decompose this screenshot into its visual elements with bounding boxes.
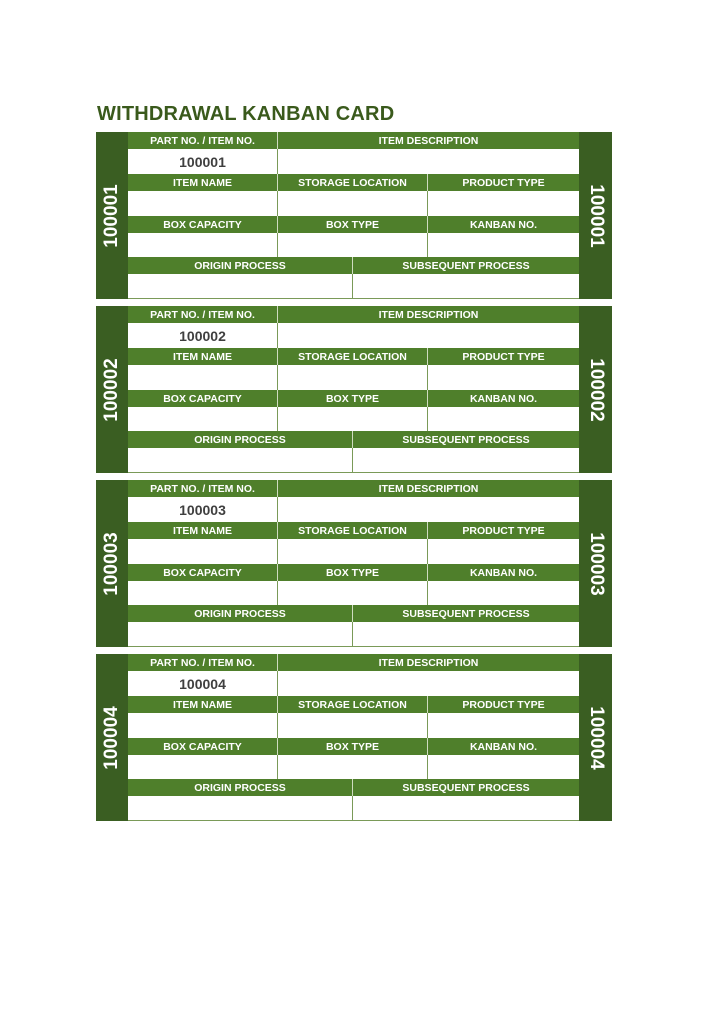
box-capacity-label: BOX CAPACITY — [128, 216, 278, 233]
box-type-field[interactable] — [278, 755, 428, 779]
header-row — [128, 306, 579, 323]
value-row — [128, 448, 579, 472]
header-row — [128, 654, 579, 671]
box-capacity-field[interactable] — [128, 233, 278, 257]
kanban-no-label: KANBAN NO. — [469, 740, 538, 753]
card-grid — [128, 480, 579, 647]
item-description-field[interactable] — [278, 149, 579, 174]
header-row — [128, 390, 579, 407]
box-capacity-field[interactable] — [128, 407, 278, 431]
box-capacity-label: BOX CAPACITY — [128, 564, 278, 581]
product-type-label: PRODUCT TYPE — [462, 698, 545, 711]
subsequent-process-label: SUBSEQUENT PROCESS — [402, 433, 530, 446]
origin-process-field[interactable] — [128, 796, 353, 820]
part-no-value[interactable]: 100002 — [128, 323, 278, 348]
origin-process-label: ORIGIN PROCESS — [128, 431, 353, 448]
storage-location-label: STORAGE LOCATION — [278, 522, 428, 539]
box-capacity-field[interactable] — [128, 755, 278, 779]
box-type-field[interactable] — [278, 233, 428, 257]
card-grid — [128, 132, 579, 299]
subsequent-process-field[interactable] — [353, 622, 579, 646]
subsequent-process-field[interactable] — [353, 448, 579, 472]
box-type-label: BOX TYPE — [278, 738, 428, 755]
card-grid — [128, 306, 579, 473]
item-name-field[interactable] — [128, 365, 278, 390]
value-row — [128, 407, 579, 431]
product-type-field[interactable] — [428, 539, 579, 564]
value-row — [128, 539, 579, 564]
value-row — [128, 149, 579, 174]
card-id-left: 100001 — [101, 183, 122, 248]
box-type-field[interactable] — [278, 407, 428, 431]
item-description-label: ITEM DESCRIPTION — [378, 656, 479, 669]
part-no-value[interactable]: 100001 — [128, 149, 278, 174]
kanban-no-field[interactable] — [428, 581, 579, 605]
value-row — [128, 365, 579, 390]
storage-location-label: STORAGE LOCATION — [278, 174, 428, 191]
item-description-field[interactable] — [278, 671, 579, 696]
part-no-value[interactable]: 100003 — [128, 497, 278, 522]
storage-location-field[interactable] — [278, 191, 428, 216]
part-no-label: PART NO. / ITEM NO. — [128, 132, 278, 149]
header-row — [128, 216, 579, 233]
header-row — [128, 257, 579, 274]
header-row — [128, 779, 579, 796]
subsequent-process-field[interactable] — [353, 274, 579, 298]
item-name-label: ITEM NAME — [128, 696, 278, 713]
storage-location-field[interactable] — [278, 365, 428, 390]
card-id-left-band — [96, 306, 128, 473]
item-description-label: ITEM DESCRIPTION — [378, 308, 479, 321]
card-id-left-band — [96, 480, 128, 647]
item-name-label: ITEM NAME — [128, 522, 278, 539]
value-row — [128, 622, 579, 646]
kanban-no-label: KANBAN NO. — [469, 218, 538, 231]
value-row — [128, 713, 579, 738]
kanban-card — [96, 654, 612, 821]
part-no-label: PART NO. / ITEM NO. — [128, 654, 278, 671]
item-description-label: ITEM DESCRIPTION — [378, 482, 479, 495]
product-type-field[interactable] — [428, 191, 579, 216]
value-row — [128, 581, 579, 605]
box-type-label: BOX TYPE — [278, 564, 428, 581]
item-name-field[interactable] — [128, 539, 278, 564]
product-type-field[interactable] — [428, 365, 579, 390]
storage-location-field[interactable] — [278, 713, 428, 738]
value-row — [128, 671, 579, 696]
card-id-left: 100003 — [101, 531, 122, 596]
card-id-right-band — [579, 132, 612, 299]
header-row — [128, 174, 579, 191]
card-id-left: 100004 — [101, 705, 122, 770]
origin-process-field[interactable] — [128, 448, 353, 472]
kanban-no-field[interactable] — [428, 233, 579, 257]
kanban-no-field[interactable] — [428, 407, 579, 431]
header-row — [128, 348, 579, 365]
card-id-left: 100002 — [101, 357, 122, 422]
kanban-no-field[interactable] — [428, 755, 579, 779]
value-row — [128, 755, 579, 779]
product-type-field[interactable] — [428, 713, 579, 738]
origin-process-label: ORIGIN PROCESS — [128, 605, 353, 622]
item-description-field[interactable] — [278, 497, 579, 522]
kanban-cards — [96, 132, 612, 828]
header-row — [128, 738, 579, 755]
box-type-label: BOX TYPE — [278, 216, 428, 233]
card-id-right-band — [579, 654, 612, 821]
item-description-field[interactable] — [278, 323, 579, 348]
subsequent-process-field[interactable] — [353, 796, 579, 820]
page-title: WITHDRAWAL KANBAN CARD — [97, 103, 395, 125]
card-id-left-band — [96, 654, 128, 821]
value-row — [128, 323, 579, 348]
value-row — [128, 191, 579, 216]
card-id-right-band — [579, 480, 612, 647]
card-id-right: 100001 — [585, 183, 607, 248]
box-capacity-label: BOX CAPACITY — [128, 390, 278, 407]
storage-location-label: STORAGE LOCATION — [278, 696, 428, 713]
card-id-right: 100002 — [585, 357, 607, 422]
value-row — [128, 233, 579, 257]
box-capacity-field[interactable] — [128, 581, 278, 605]
storage-location-field[interactable] — [278, 539, 428, 564]
box-type-label: BOX TYPE — [278, 390, 428, 407]
value-row — [128, 796, 579, 820]
header-row — [128, 132, 579, 149]
subsequent-process-label: SUBSEQUENT PROCESS — [402, 607, 530, 620]
value-row — [128, 497, 579, 522]
header-row — [128, 696, 579, 713]
card-id-right: 100003 — [585, 531, 607, 596]
product-type-label: PRODUCT TYPE — [462, 524, 545, 537]
card-grid — [128, 654, 579, 821]
origin-process-label: ORIGIN PROCESS — [128, 257, 353, 274]
product-type-label: PRODUCT TYPE — [462, 176, 545, 189]
item-name-field[interactable] — [128, 713, 278, 738]
product-type-label: PRODUCT TYPE — [462, 350, 545, 363]
part-no-value[interactable]: 100004 — [128, 671, 278, 696]
header-row — [128, 480, 579, 497]
kanban-card — [96, 132, 612, 299]
item-description-label: ITEM DESCRIPTION — [378, 134, 479, 147]
header-row — [128, 564, 579, 581]
origin-process-field[interactable] — [128, 274, 353, 298]
subsequent-process-label: SUBSEQUENT PROCESS — [402, 259, 530, 272]
header-row — [128, 605, 579, 622]
value-row — [128, 274, 579, 298]
storage-location-label: STORAGE LOCATION — [278, 348, 428, 365]
kanban-card — [96, 306, 612, 473]
box-type-field[interactable] — [278, 581, 428, 605]
item-name-label: ITEM NAME — [128, 348, 278, 365]
card-id-left-band — [96, 132, 128, 299]
kanban-no-label: KANBAN NO. — [469, 566, 538, 579]
item-name-field[interactable] — [128, 191, 278, 216]
subsequent-process-label: SUBSEQUENT PROCESS — [402, 781, 530, 794]
part-no-label: PART NO. / ITEM NO. — [128, 306, 278, 323]
card-id-right: 100004 — [585, 705, 607, 770]
origin-process-field[interactable] — [128, 622, 353, 646]
kanban-card — [96, 480, 612, 647]
header-row — [128, 522, 579, 539]
card-id-right-band — [579, 306, 612, 473]
header-row — [128, 431, 579, 448]
origin-process-label: ORIGIN PROCESS — [128, 779, 353, 796]
box-capacity-label: BOX CAPACITY — [128, 738, 278, 755]
kanban-no-label: KANBAN NO. — [469, 392, 538, 405]
item-name-label: ITEM NAME — [128, 174, 278, 191]
part-no-label: PART NO. / ITEM NO. — [128, 480, 278, 497]
